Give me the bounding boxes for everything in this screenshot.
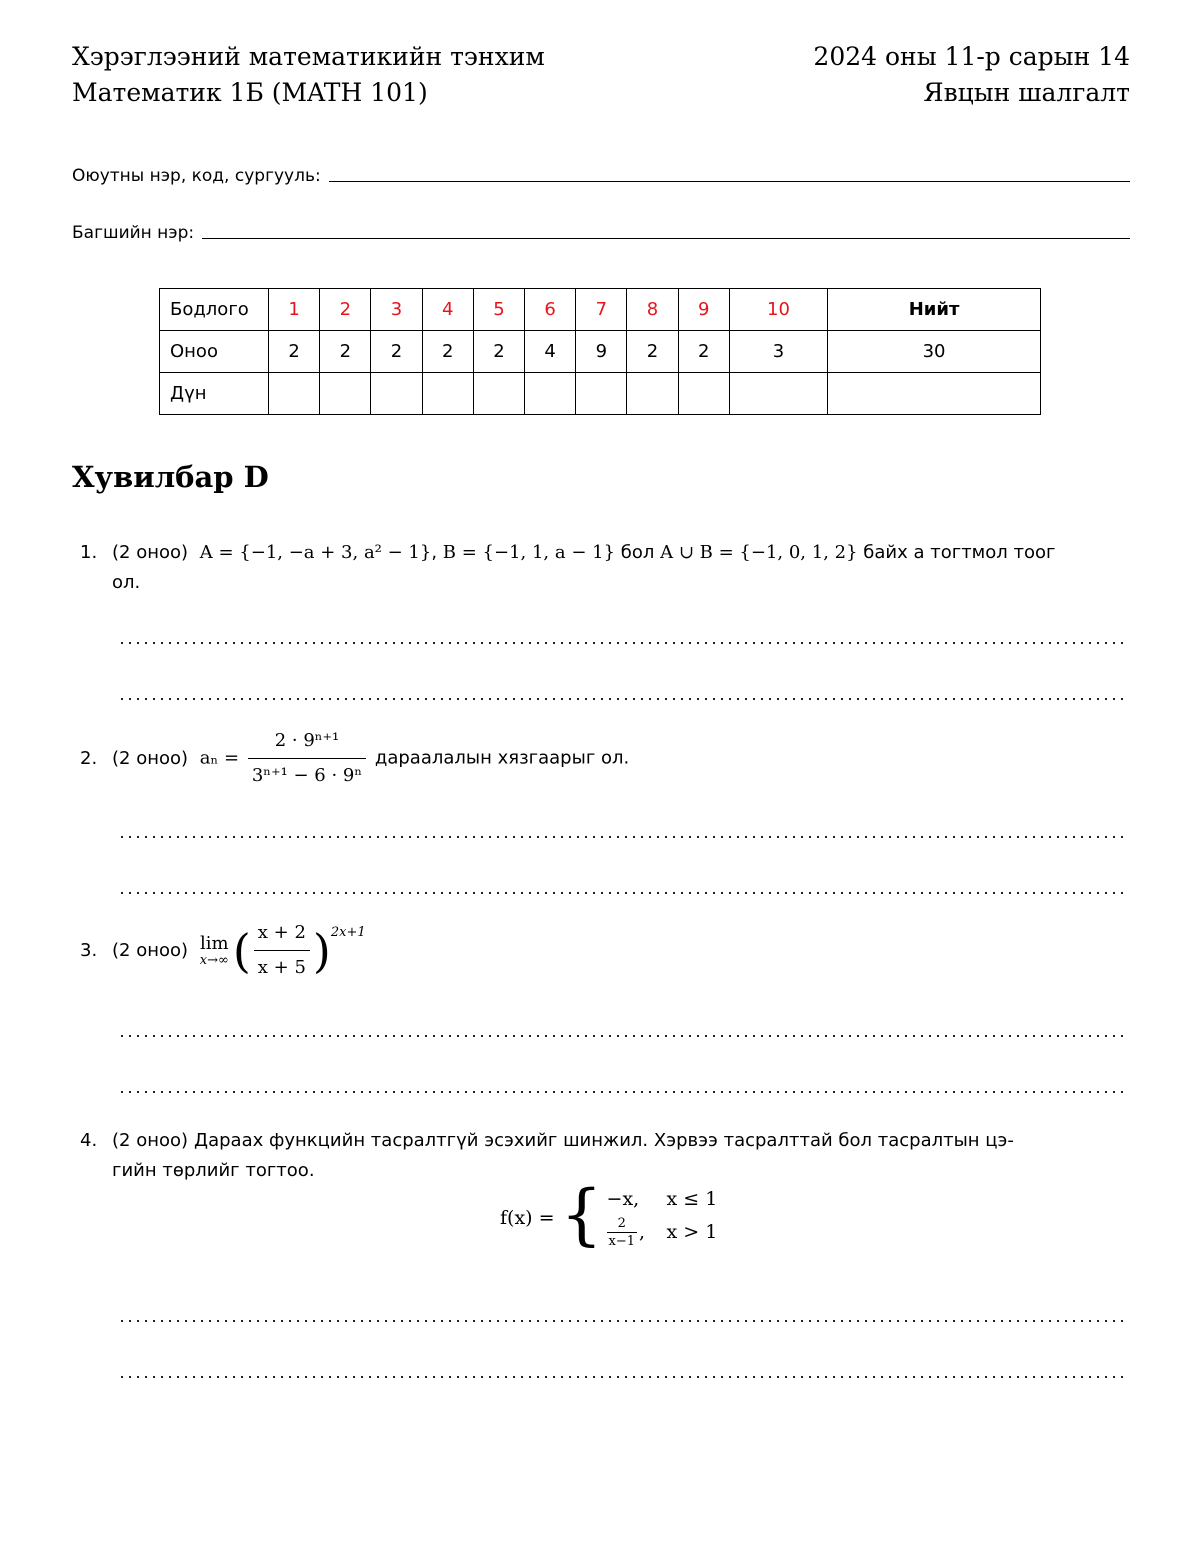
- case-condition: x > 1: [666, 1221, 718, 1243]
- answer-line[interactable]: [118, 697, 1128, 701]
- problem-number: 10: [729, 289, 827, 331]
- problem-points: 2: [422, 331, 473, 373]
- row-label-points: Оноо: [160, 331, 269, 373]
- fraction-numerator: 2 · 9ⁿ⁺¹: [248, 726, 366, 759]
- fraction-numerator: x + 2: [254, 918, 310, 951]
- problem-points: 3: [729, 331, 827, 373]
- result-cell[interactable]: [473, 373, 524, 415]
- answer-line[interactable]: [118, 641, 1128, 645]
- problem-number: 3: [371, 289, 422, 331]
- limit-operator: [200, 934, 229, 968]
- problem-number: 3.: [80, 939, 98, 961]
- left-paren: (: [232, 923, 251, 978]
- result-cell[interactable]: [729, 373, 827, 415]
- total-label: Нийт: [828, 289, 1041, 331]
- problem-points: (2 оноо): [112, 747, 189, 769]
- total-result-cell[interactable]: [828, 373, 1041, 415]
- fraction-denominator: 3ⁿ⁺¹ − 6 · 9ⁿ: [251, 765, 363, 786]
- problem-2: [80, 726, 1130, 791]
- sequence-lhs: aₙ =: [199, 747, 240, 769]
- result-cell[interactable]: [320, 373, 371, 415]
- problem-number: 9: [678, 289, 729, 331]
- result-cell[interactable]: [678, 373, 729, 415]
- fraction-numerator: 2: [607, 1216, 638, 1233]
- problem-points: 2: [269, 331, 320, 373]
- problem-4: [80, 1126, 1130, 1186]
- sequence-fraction: [248, 726, 366, 791]
- problem-points: (2 оноо): [112, 542, 189, 563]
- problem-points: 2: [371, 331, 422, 373]
- problem-3: [80, 918, 1130, 983]
- score-row-results[interactable]: [160, 373, 1041, 415]
- problem-number: 6: [525, 289, 576, 331]
- limit-expression: [200, 918, 366, 983]
- answer-line[interactable]: [118, 1375, 1128, 1379]
- problem-text: байх a тогтмол тоог: [863, 542, 1056, 563]
- student-field-label: Оюутны нэр, код, сургууль:: [72, 166, 321, 186]
- set-b: B = {−1, 1, a − 1}: [442, 542, 616, 563]
- lim-subscript: x→∞: [199, 952, 229, 968]
- set-a: A = {−1, −a + 3, a² − 1}: [199, 542, 432, 563]
- problem-number: 1: [269, 289, 320, 331]
- problem-points: 4: [525, 331, 576, 373]
- limit-fraction: [254, 918, 310, 983]
- function-cases: [607, 1188, 718, 1249]
- teacher-field[interactable]: [72, 219, 1130, 243]
- result-cell[interactable]: [269, 373, 320, 415]
- lim-label: lim: [200, 932, 229, 954]
- function-case-2: [607, 1216, 718, 1249]
- student-field[interactable]: [72, 162, 1130, 186]
- course-name: Математик 1Б (MATH 101): [72, 78, 428, 107]
- right-paren: ): [312, 923, 331, 978]
- answer-line[interactable]: [118, 891, 1128, 895]
- score-row-problems: [160, 289, 1041, 331]
- problem-number: 1.: [80, 542, 98, 563]
- problem-number: 7: [576, 289, 627, 331]
- problem-points: 2: [473, 331, 524, 373]
- score-table: [159, 288, 1041, 415]
- function-case-1: [607, 1188, 718, 1210]
- problem-number: 5: [473, 289, 524, 331]
- problem-text-wrap: гийн төрлийг тогтоо.: [112, 1160, 315, 1181]
- total-points: 30: [828, 331, 1041, 373]
- function-lhs: f(x) =: [500, 1207, 555, 1229]
- teacher-field-line[interactable]: [202, 238, 1130, 239]
- teacher-field-label: Багшийн нэр:: [72, 223, 195, 243]
- problem-number: 4: [422, 289, 473, 331]
- answer-line[interactable]: [118, 835, 1128, 839]
- score-row-points: [160, 331, 1041, 373]
- left-brace: {: [560, 1176, 603, 1253]
- problem-number: 2.: [80, 747, 98, 769]
- word-if: бол: [620, 542, 655, 563]
- problem-number: 4.: [80, 1130, 98, 1151]
- problem-points: 9: [576, 331, 627, 373]
- problem-text: Дараах функцийн тасралтгүй эсэхийг шинжил. Хэрвээ тасралттай бол тасралтын цэ-: [194, 1130, 1014, 1151]
- student-field-line[interactable]: [329, 181, 1130, 182]
- department-name: Хэрэглээний математикийн тэнхим: [72, 42, 545, 71]
- problem-points: 2: [320, 331, 371, 373]
- result-cell[interactable]: [422, 373, 473, 415]
- exam-date: 2024 оны 11-р сарын 14: [813, 42, 1130, 71]
- problem-points: 2: [678, 331, 729, 373]
- problem-1: 1. (2 оноо) A = {−1, −a + 3, a² − 1}, B = {−1, 1, a − 1} бол A ∪ B = {−1, 0, 1, 2} байх a тогтмол тоог ол.: [80, 538, 1130, 598]
- problem-points: 2: [627, 331, 678, 373]
- case-expression: −x,: [606, 1187, 640, 1210]
- problem-text-wrap: ол.: [112, 572, 141, 593]
- variant-title: Хувилбар D: [72, 460, 269, 494]
- problem-points: (2 оноо): [112, 939, 189, 961]
- answer-line[interactable]: [118, 1090, 1128, 1094]
- problem-text: дараалалын хязгаарыг ол.: [374, 747, 630, 769]
- result-cell[interactable]: [371, 373, 422, 415]
- result-cell[interactable]: [627, 373, 678, 415]
- case-expression: $\frac{2}{x-1}$ ,: [608, 1215, 646, 1249]
- answer-line[interactable]: [118, 1319, 1128, 1323]
- set-union: A ∪ B = {−1, 0, 1, 2}: [660, 542, 858, 563]
- case-fraction: [607, 1216, 638, 1249]
- row-label-problem: Бодлого: [160, 289, 269, 331]
- fraction-denominator: x + 5: [257, 957, 306, 978]
- row-label-result: Дүн: [160, 373, 269, 415]
- exam-type: Явцын шалгалт: [923, 78, 1130, 107]
- problem-points: (2 оноо): [112, 1130, 189, 1151]
- answer-line[interactable]: [118, 1034, 1128, 1038]
- result-cell[interactable]: [576, 373, 627, 415]
- problem-number: 2: [320, 289, 371, 331]
- problem-number: 8: [627, 289, 678, 331]
- case-condition: x ≤ 1: [666, 1187, 718, 1210]
- piecewise-function: [500, 1176, 718, 1253]
- limit-exponent: 2x+1: [330, 925, 366, 940]
- result-cell[interactable]: [525, 373, 576, 415]
- fraction-denominator: x−1: [608, 1233, 636, 1249]
